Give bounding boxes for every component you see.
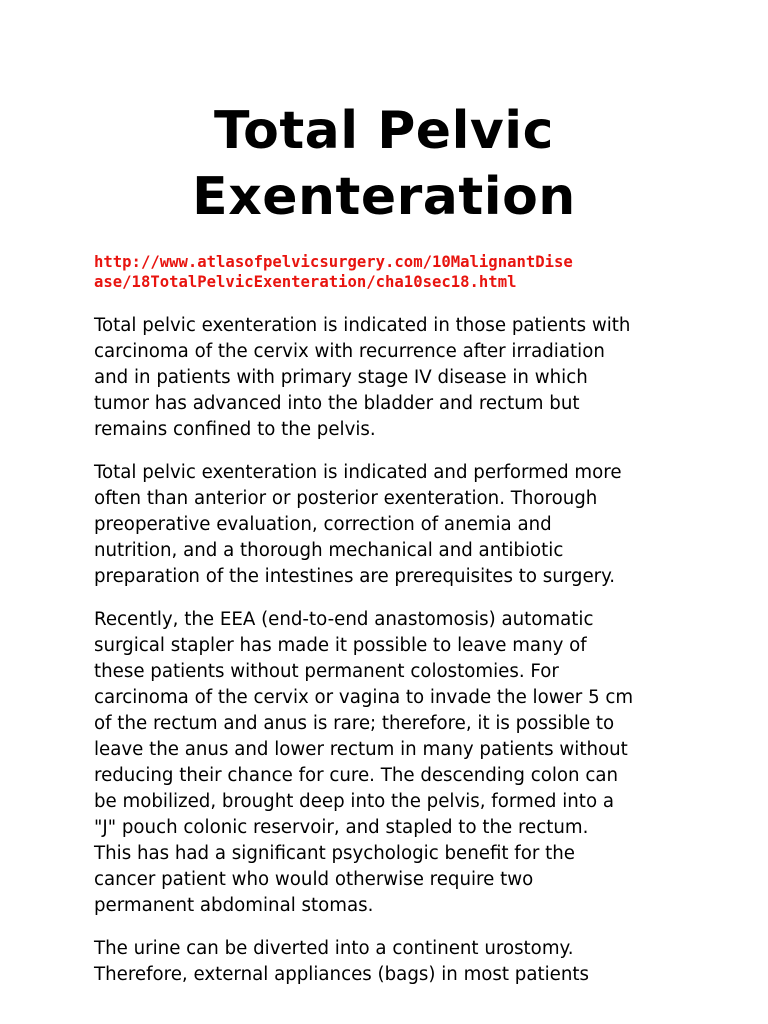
title-line: Total Pelvic [214, 101, 554, 161]
text-line: be mobilized, brought deep into the pelvis, formed into a [94, 791, 614, 812]
text-line: cancer patient who would otherwise require two [94, 869, 534, 890]
text-line: these patients without permanent colostomies. For [94, 661, 559, 682]
text-line: permanent abdominal stomas. [94, 895, 374, 916]
paragraph-stapler [94, 607, 633, 919]
text-line: "J" pouch colonic reservoir, and stapled to the rectum. [94, 817, 589, 838]
paragraph-urine-diversion [94, 936, 589, 988]
source-link-line: http://www.atlasofpelvicsurgery.com/10MalignantDise [94, 253, 573, 271]
source-link-line: ase/18TotalPelvicExenteration/cha10sec18.html [94, 273, 517, 291]
text-line: and in patients with primary stage IV disease in which [94, 367, 588, 388]
text-line: leave the anus and lower rectum in many patients without [94, 739, 628, 760]
source-link[interactable] [94, 252, 694, 292]
text-line: Total pelvic exenteration is indicated and performed more [94, 462, 622, 483]
text-line: nutrition, and a thorough mechanical and antibiotic [94, 540, 564, 561]
text-line: Therefore, external appliances (bags) in most patients [94, 964, 590, 985]
text-line: This has had a significant psychologic benefit for the [94, 843, 575, 864]
text-line: carcinoma of the cervix with recurrence after irradiation [94, 341, 605, 362]
text-line: Total pelvic exenteration is indicated in those patients with [94, 315, 631, 336]
text-line: often than anterior or posterior exenteration. Thorough [94, 488, 598, 509]
text-line: Recently, the EEA (end-to-end anastomosis) automatic [94, 609, 594, 630]
text-line: preparation of the intestines are prerequisites to surgery. [94, 566, 616, 587]
text-line: tumor has advanced into the bladder and rectum but [94, 393, 580, 414]
text-line: remains confined to the pelvis. [94, 419, 376, 440]
text-line: surgical stapler has made it possible to leave many of [94, 635, 587, 656]
text-line: carcinoma of the cervix or vagina to invade the lower 5 cm [94, 687, 634, 708]
page-title [94, 98, 674, 230]
text-line: of the rectum and anus is rare; therefore, it is possible to [94, 713, 615, 734]
text-line: preoperative evaluation, correction of anemia and [94, 514, 552, 535]
text-line: The urine can be diverted into a continent urostomy. [94, 938, 574, 959]
text-line: reducing their chance for cure. The descending colon can [94, 765, 618, 786]
paragraph-indications [94, 313, 630, 443]
paragraph-preparation [94, 460, 622, 590]
title-line: Exenteration [192, 167, 576, 227]
